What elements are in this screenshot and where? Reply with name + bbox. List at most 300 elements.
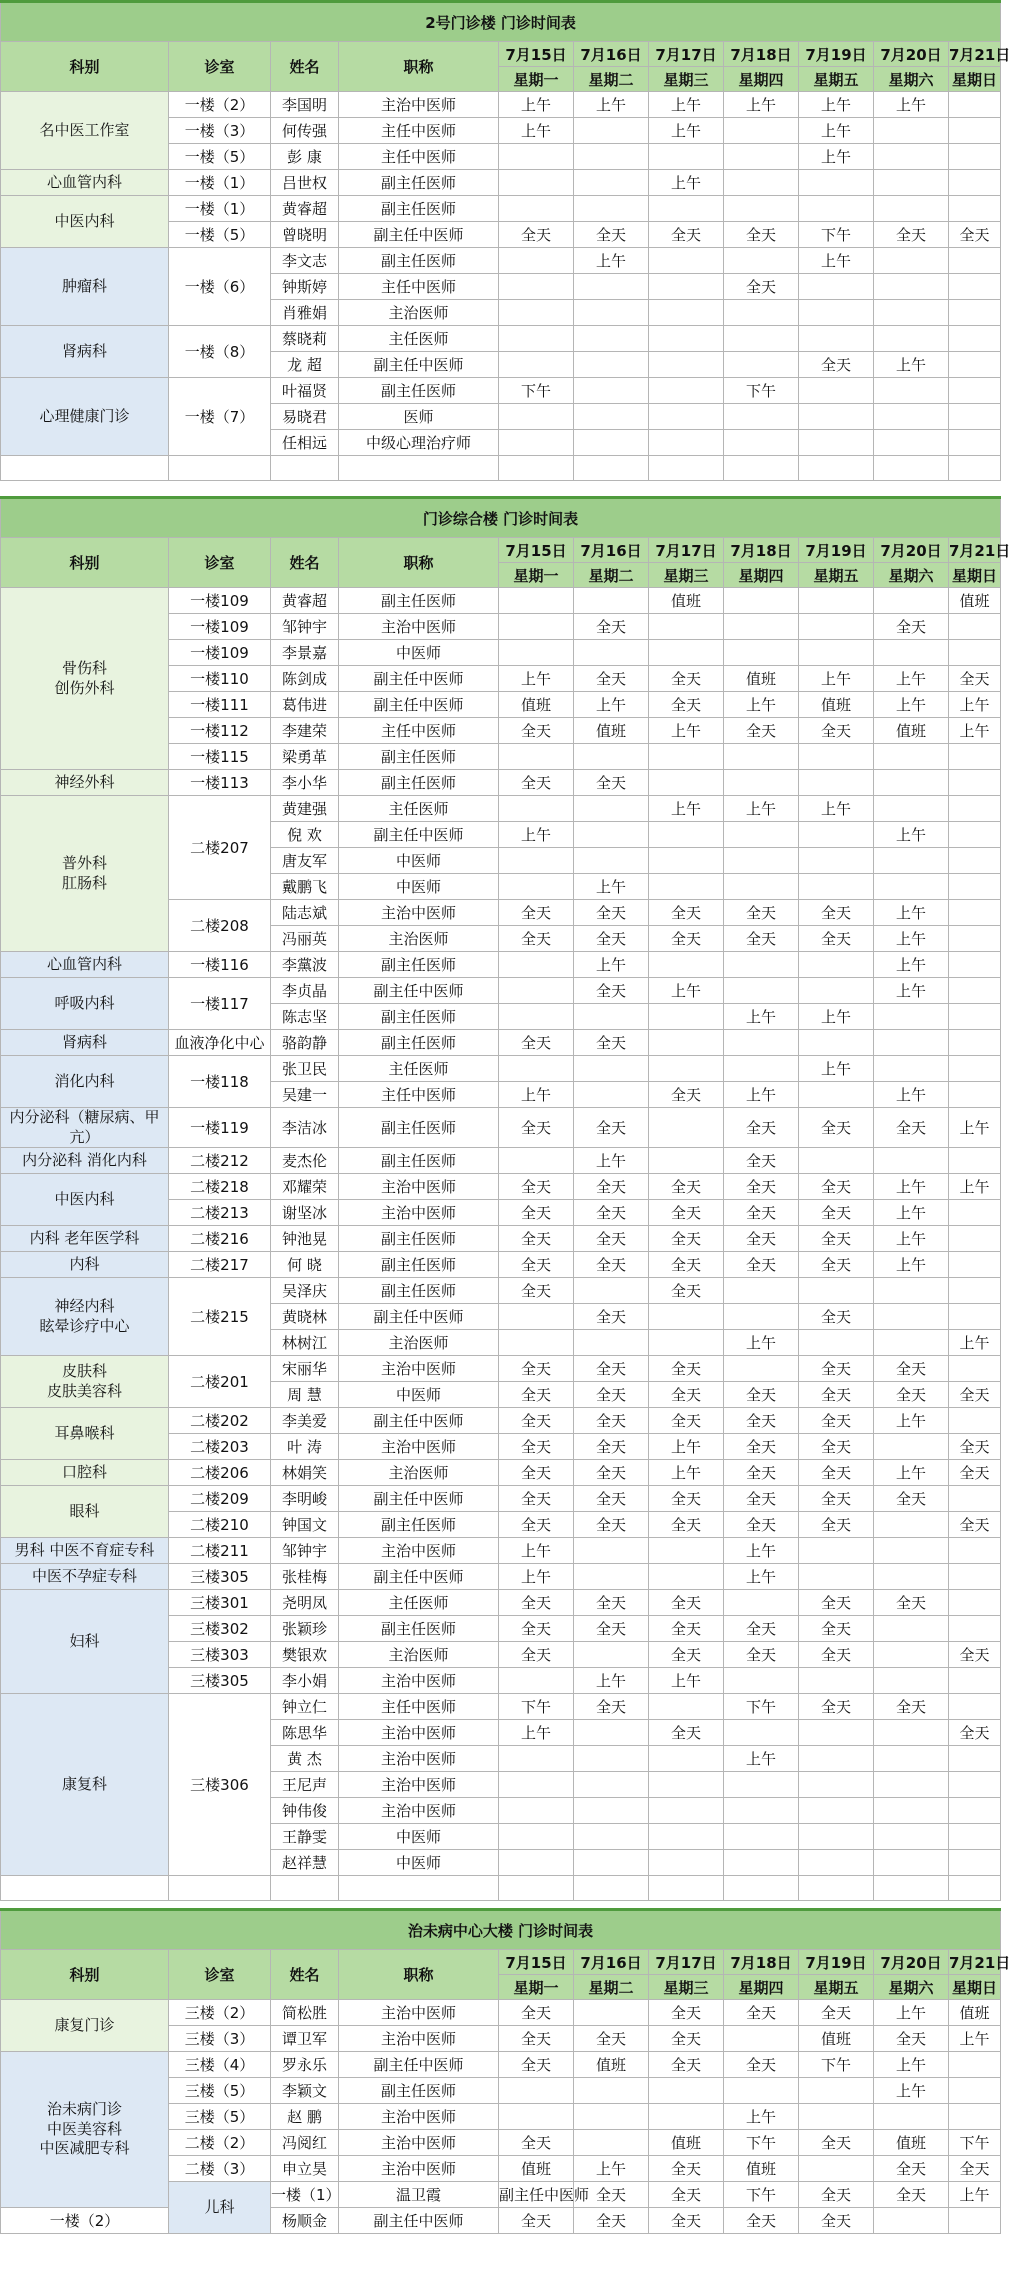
doctor-name-cell: 钟斯婷 xyxy=(271,274,339,300)
schedule-cell xyxy=(649,1564,724,1590)
schedule-cell xyxy=(649,1148,724,1174)
schedule-cell xyxy=(649,2104,724,2130)
schedule-cell: 全天 xyxy=(649,222,724,248)
room-cell: 二楼206 xyxy=(169,1460,271,1486)
schedule-cell: 全天 xyxy=(499,2208,574,2234)
schedule-cell: 全天 xyxy=(574,1030,649,1056)
schedule-cell: 全天 xyxy=(499,1382,574,1408)
department-cell: 心血管内科 xyxy=(46,172,122,191)
schedule-cell: 全天 xyxy=(649,2026,724,2052)
doctor-title-cell: 主治医师 xyxy=(339,1330,499,1356)
room-cell: 一楼109 xyxy=(169,640,271,666)
schedule-cell xyxy=(724,614,799,640)
doctor-title-cell: 主任医师 xyxy=(339,796,499,822)
schedule-cell: 全天 xyxy=(499,1278,574,1304)
room-cell: 一楼（5） xyxy=(169,222,271,248)
schedule-cell xyxy=(949,404,1001,430)
schedule-cell xyxy=(874,744,949,770)
schedule-cell xyxy=(499,170,574,196)
room-cell: 三楼（3） xyxy=(169,2026,271,2052)
schedule-cell: 全天 xyxy=(649,1720,724,1746)
schedule-cell: 全天 xyxy=(724,900,799,926)
schedule-cell: 上午 xyxy=(949,1174,1001,1200)
schedule-cell xyxy=(949,118,1001,144)
schedule-cell xyxy=(724,1590,799,1616)
schedule-cell: 上午 xyxy=(649,1434,724,1460)
doctor-name-cell: 陆志斌 xyxy=(271,900,339,926)
schedule-cell: 全天 xyxy=(724,1486,799,1512)
schedule-cell: 全天 xyxy=(499,1590,574,1616)
doctor-name-cell: 简松胜 xyxy=(271,2000,339,2026)
date-header: 7月19日 xyxy=(799,42,874,67)
date-header: 7月20日 xyxy=(874,1950,949,1975)
department-cell: 消化内科 xyxy=(54,1071,115,1090)
schedule-cell: 全天 xyxy=(724,1200,799,1226)
schedule-cell xyxy=(724,952,799,978)
schedule-cell: 全天 xyxy=(649,2156,724,2182)
schedule-cell: 上午 xyxy=(574,692,649,718)
schedule-cell: 全天 xyxy=(799,1460,874,1486)
doctor-name-cell: 黄睿超 xyxy=(271,196,339,222)
schedule-cell xyxy=(949,744,1001,770)
schedule-cell xyxy=(949,2052,1001,2078)
schedule-cell xyxy=(949,1082,1001,1108)
doctor-name-cell: 邓耀荣 xyxy=(271,1174,339,1200)
schedule-cell xyxy=(574,1278,649,1304)
department-cell: 中医内科 xyxy=(54,211,115,230)
doctor-name-cell: 钟池晃 xyxy=(271,1226,339,1252)
schedule-cell: 全天 xyxy=(499,926,574,952)
table-row xyxy=(1,952,1001,978)
schedule-cell: 上午 xyxy=(874,692,949,718)
column-header-name: 姓名 xyxy=(271,1950,339,2000)
schedule-cell: 上午 xyxy=(724,1564,799,1590)
schedule-cell xyxy=(874,640,949,666)
spacer-cell xyxy=(724,456,799,481)
schedule-cell: 全天 xyxy=(799,352,874,378)
schedule-cell xyxy=(649,144,724,170)
date-header: 7月21日 xyxy=(949,538,1001,563)
table-row xyxy=(1,326,1001,352)
schedule-cell: 全天 xyxy=(649,2052,724,2078)
schedule-cell xyxy=(949,196,1001,222)
table-row xyxy=(1,1278,1001,1304)
department-block xyxy=(1,796,169,952)
room-cell: 三楼305 xyxy=(169,1668,271,1694)
schedule-cell xyxy=(874,1824,949,1850)
date-header: 7月21日 xyxy=(949,1950,1001,1975)
schedule-cell: 值班 xyxy=(874,718,949,744)
schedule-cell xyxy=(874,2104,949,2130)
schedule-cell xyxy=(724,2026,799,2052)
schedule-cell: 上午 xyxy=(724,1538,799,1564)
schedule-cell: 全天 xyxy=(574,614,649,640)
schedule-cell: 全天 xyxy=(499,1174,574,1200)
schedule-cell: 上午 xyxy=(874,1082,949,1108)
schedule-cell xyxy=(574,1082,649,1108)
department-block xyxy=(169,2182,271,2234)
department-cell: 康复门诊 xyxy=(54,2015,115,2034)
room-cell: 三楼（4） xyxy=(169,2052,271,2078)
schedule-cell xyxy=(949,1408,1001,1434)
schedule-cell xyxy=(649,1108,724,1148)
schedule-cell xyxy=(649,848,724,874)
schedule-cell: 全天 xyxy=(949,1512,1001,1538)
schedule-cell xyxy=(874,404,949,430)
schedule-cell: 全天 xyxy=(799,718,874,744)
schedule-cell: 上午 xyxy=(499,92,574,118)
schedule-cell xyxy=(949,770,1001,796)
schedule-cell xyxy=(799,1082,874,1108)
doctor-name-cell: 林娟笑 xyxy=(271,1460,339,1486)
schedule-cell xyxy=(949,1824,1001,1850)
doctor-title-cell: 主治中医师 xyxy=(339,2000,499,2026)
doctor-title-cell: 主任中医师 xyxy=(339,274,499,300)
schedule-cell: 上午 xyxy=(724,1746,799,1772)
schedule-cell: 上午 xyxy=(724,796,799,822)
doctor-name-cell: 麦杰伦 xyxy=(271,1148,339,1174)
schedule-cell: 上午 xyxy=(874,2078,949,2104)
doctor-title-cell: 中医师 xyxy=(339,1850,499,1876)
weekday-header: 星期一 xyxy=(499,67,574,92)
table-row xyxy=(1,1226,1001,1252)
doctor-title-cell: 主任中医师 xyxy=(339,718,499,744)
schedule-cell: 全天 xyxy=(649,926,724,952)
schedule-cell: 上午 xyxy=(574,874,649,900)
doctor-name-cell: 黄 杰 xyxy=(271,1746,339,1772)
schedule-cell xyxy=(649,378,724,404)
doctor-title-cell: 副主任医师 xyxy=(339,588,499,614)
schedule-cell xyxy=(799,430,874,456)
schedule-cell: 上午 xyxy=(649,1668,724,1694)
schedule-cell xyxy=(724,300,799,326)
department-cell: 普外科 肛肠科 xyxy=(61,854,107,892)
schedule-cell xyxy=(499,1798,574,1824)
spacer-cell xyxy=(799,456,874,481)
doctor-name-cell: 李黨波 xyxy=(271,952,339,978)
schedule-cell xyxy=(874,796,949,822)
schedule-cell: 上午 xyxy=(649,978,724,1004)
schedule-cell xyxy=(949,1486,1001,1512)
schedule-cell xyxy=(874,1616,949,1642)
schedule-cell xyxy=(499,1668,574,1694)
doctor-title-cell: 副主任医师 xyxy=(339,1148,499,1174)
doctor-name-cell: 钟伟俊 xyxy=(271,1798,339,1824)
schedule-cell: 全天 xyxy=(499,1356,574,1382)
schedule-cell xyxy=(499,848,574,874)
room-cell: 三楼（5） xyxy=(169,2104,271,2130)
schedule-cell xyxy=(724,978,799,1004)
department-cell: 内分泌科 消化内科 xyxy=(22,1150,147,1169)
department-block xyxy=(1,588,169,770)
schedule-cell xyxy=(874,1434,949,1460)
doctor-title-cell: 中级心理治疗师 xyxy=(339,430,499,456)
schedule-cell xyxy=(499,796,574,822)
weekday-header: 星期五 xyxy=(799,67,874,92)
column-header-room: 诊室 xyxy=(169,42,271,92)
schedule-cell xyxy=(949,326,1001,352)
schedule-cell: 全天 xyxy=(649,1590,724,1616)
doctor-name-cell: 邹钟宇 xyxy=(271,1538,339,1564)
schedule-cell xyxy=(649,300,724,326)
schedule-cell: 全天 xyxy=(799,1174,874,1200)
doctor-name-cell: 黄晓林 xyxy=(271,1304,339,1330)
room-cell: 二楼208 xyxy=(169,900,271,952)
schedule-cell xyxy=(574,1772,649,1798)
room-cell: 一楼（5） xyxy=(169,144,271,170)
doctor-title-cell: 副主任中医师 xyxy=(339,822,499,848)
doctor-title-cell: 主治中医师 xyxy=(339,1668,499,1694)
doctor-name-cell: 申立昊 xyxy=(271,2156,339,2182)
schedule-cell xyxy=(874,588,949,614)
doctor-name-cell: 肖雅娟 xyxy=(271,300,339,326)
room-cell: 一楼112 xyxy=(169,718,271,744)
spacer-cell xyxy=(169,1876,271,1901)
schedule-cell xyxy=(874,1304,949,1330)
spacer-cell xyxy=(724,1876,799,1901)
schedule-cell xyxy=(949,1278,1001,1304)
schedule-cell xyxy=(724,326,799,352)
schedule-cell xyxy=(949,144,1001,170)
table-row xyxy=(1,1590,1001,1616)
doctor-name-cell: 罗永乐 xyxy=(271,2052,339,2078)
schedule-cell xyxy=(574,1538,649,1564)
schedule-cell xyxy=(574,2104,649,2130)
schedule-cell xyxy=(949,2104,1001,2130)
department-cell: 肾病科 xyxy=(61,341,107,360)
schedule-cell: 全天 xyxy=(499,1200,574,1226)
table-row xyxy=(1,1252,1001,1278)
schedule-cell xyxy=(724,2078,799,2104)
schedule-cell: 下午 xyxy=(499,1694,574,1720)
schedule-cell: 全天 xyxy=(874,614,949,640)
department-block xyxy=(1,2000,169,2052)
schedule-cell: 上午 xyxy=(649,796,724,822)
schedule-cell xyxy=(799,404,874,430)
doctor-name-cell: 李洁冰 xyxy=(271,1108,339,1148)
schedule-cell: 全天 xyxy=(574,1512,649,1538)
schedule-cell: 全天 xyxy=(574,1108,649,1148)
schedule-cell xyxy=(799,588,874,614)
doctor-title-cell: 主治中医师 xyxy=(339,1200,499,1226)
schedule-cell xyxy=(724,1278,799,1304)
schedule-cell xyxy=(574,352,649,378)
schedule-cell xyxy=(499,744,574,770)
schedule-cell: 全天 xyxy=(574,1694,649,1720)
schedule-cell xyxy=(724,1798,799,1824)
department-cell: 口腔科 xyxy=(61,1462,107,1481)
room-cell: 一楼115 xyxy=(169,744,271,770)
schedule-cell xyxy=(724,640,799,666)
doctor-name-cell: 吴建一 xyxy=(271,1082,339,1108)
table-row xyxy=(1,378,1001,404)
schedule-cell xyxy=(799,326,874,352)
schedule-cell xyxy=(574,1056,649,1082)
schedule-cell: 上午 xyxy=(799,1056,874,1082)
schedule-cell xyxy=(724,848,799,874)
schedule-cell xyxy=(949,1356,1001,1382)
department-block xyxy=(1,1030,169,1056)
doctor-title-cell: 中医师 xyxy=(339,848,499,874)
schedule-cell xyxy=(799,2156,874,2182)
schedule-cell: 值班 xyxy=(649,588,724,614)
table-row xyxy=(1,1564,1001,1590)
schedule-cell: 上午 xyxy=(874,926,949,952)
doctor-title-cell: 主治中医师 xyxy=(339,2130,499,2156)
schedule-cell xyxy=(949,2078,1001,2104)
doctor-title-cell: 副主任医师 xyxy=(339,1108,499,1148)
schedule-cell: 全天 xyxy=(949,2156,1001,2182)
schedule-cell xyxy=(949,796,1001,822)
schedule-cell xyxy=(724,874,799,900)
spacer-cell xyxy=(271,1876,339,1901)
schedule-cell: 全天 xyxy=(649,2000,724,2026)
schedule-cell xyxy=(949,848,1001,874)
schedule-cell xyxy=(799,170,874,196)
room-cell: 二楼218 xyxy=(169,1174,271,1200)
weekday-header: 星期一 xyxy=(499,563,574,588)
doctor-name-cell: 钟国文 xyxy=(271,1512,339,1538)
schedule-cell: 全天 xyxy=(499,1486,574,1512)
doctor-title-cell: 副主任医师 xyxy=(339,1030,499,1056)
room-cell: 一楼117 xyxy=(169,978,271,1030)
schedule-cell xyxy=(574,326,649,352)
doctor-name-cell: 任相远 xyxy=(271,430,339,456)
doctor-name-cell: 杨顺金 xyxy=(271,2208,339,2234)
date-header: 7月15日 xyxy=(499,1950,574,1975)
date-header: 7月17日 xyxy=(649,538,724,563)
room-cell: 一楼110 xyxy=(169,666,271,692)
doctor-title-cell: 主治中医师 xyxy=(339,1174,499,1200)
schedule-cell xyxy=(724,1720,799,1746)
department-block xyxy=(1,1278,169,1356)
schedule-cell xyxy=(724,1304,799,1330)
schedule-cell xyxy=(649,744,724,770)
schedule-cell: 上午 xyxy=(874,1174,949,1200)
schedule-cell xyxy=(949,1798,1001,1824)
schedule-cell xyxy=(799,822,874,848)
doctor-name-cell: 倪 欢 xyxy=(271,822,339,848)
doctor-name-cell: 龙 超 xyxy=(271,352,339,378)
department-cell: 心理健康门诊 xyxy=(39,406,130,425)
department-block xyxy=(1,92,169,170)
department-cell: 心血管内科 xyxy=(46,954,122,973)
schedule-cell: 全天 xyxy=(724,2000,799,2026)
schedule-cell xyxy=(799,770,874,796)
room-cell: 二楼（3） xyxy=(169,2156,271,2182)
schedule-cell xyxy=(724,1668,799,1694)
schedule-cell xyxy=(574,2000,649,2026)
schedule-cell xyxy=(649,640,724,666)
doctor-name-cell: 李贞晶 xyxy=(271,978,339,1004)
department-block xyxy=(1,2052,169,2208)
department-block xyxy=(1,1356,169,1408)
schedule-cell xyxy=(574,796,649,822)
schedule-cell xyxy=(874,326,949,352)
schedule-cell xyxy=(949,1252,1001,1278)
schedule-cell xyxy=(949,248,1001,274)
doctor-name-cell: 叶福贤 xyxy=(271,378,339,404)
department-cell: 内科 xyxy=(69,1254,100,1273)
schedule-cell: 全天 xyxy=(499,1434,574,1460)
schedule-cell xyxy=(649,1824,724,1850)
schedule-cell: 全天 xyxy=(874,1486,949,1512)
schedule-cell: 上午 xyxy=(649,170,724,196)
schedule-cell xyxy=(499,248,574,274)
schedule-cell: 全天 xyxy=(499,1642,574,1668)
schedule-cell: 下午 xyxy=(799,2052,874,2078)
doctor-title-cell: 副主任中医师 xyxy=(339,1486,499,1512)
schedule-cell: 全天 xyxy=(724,2052,799,2078)
doctor-title-cell: 中医师 xyxy=(339,1382,499,1408)
schedule-cell: 值班 xyxy=(799,2026,874,2052)
schedule-cell: 全天 xyxy=(574,666,649,692)
doctor-title-cell: 副主任医师 xyxy=(339,952,499,978)
doctor-title-cell: 副主任中医师 xyxy=(339,1304,499,1330)
spacer-cell xyxy=(1,1876,169,1901)
schedule-cell: 全天 xyxy=(649,1486,724,1512)
schedule-cell: 上午 xyxy=(799,118,874,144)
schedule-cell xyxy=(724,770,799,796)
schedule-cell: 全天 xyxy=(574,222,649,248)
schedule-cell: 全天 xyxy=(499,718,574,744)
schedule-cell xyxy=(499,1746,574,1772)
doctor-name-cell: 张颖珍 xyxy=(271,1616,339,1642)
schedule-cell: 全天 xyxy=(574,1408,649,1434)
weekday-header: 星期日 xyxy=(949,563,1001,588)
schedule-cell xyxy=(574,144,649,170)
schedule-cell xyxy=(949,900,1001,926)
room-cell: 二楼213 xyxy=(169,1200,271,1226)
doctor-title-cell: 副主任医师 xyxy=(339,1226,499,1252)
schedule-cell: 上午 xyxy=(499,1564,574,1590)
doctor-title-cell: 副主任医师 xyxy=(339,248,499,274)
table-row xyxy=(1,1408,1001,1434)
room-cell: 二楼210 xyxy=(169,1512,271,1538)
schedule-cell: 全天 xyxy=(499,1408,574,1434)
column-header-room: 诊室 xyxy=(169,1950,271,2000)
spacer-cell xyxy=(339,456,499,481)
schedule-cell: 上午 xyxy=(574,1148,649,1174)
date-header: 7月19日 xyxy=(799,1950,874,1975)
room-cell: 一楼111 xyxy=(169,692,271,718)
doctor-title-cell: 副主任医师 xyxy=(339,378,499,404)
schedule-cell: 全天 xyxy=(649,1408,724,1434)
room-cell: 一楼（3） xyxy=(169,118,271,144)
schedule-cell: 全天 xyxy=(574,1200,649,1226)
date-header: 7月17日 xyxy=(649,42,724,67)
schedule-cell xyxy=(649,1694,724,1720)
doctor-name-cell: 温卫霞 xyxy=(339,2182,499,2208)
schedule-cell xyxy=(499,614,574,640)
schedule-cell: 上午 xyxy=(649,718,724,744)
doctor-name-cell: 戴鹏飞 xyxy=(271,874,339,900)
schedule-table xyxy=(0,1908,1010,2234)
doctor-name-cell: 王尼声 xyxy=(271,1772,339,1798)
doctor-title-cell: 主治中医师 xyxy=(339,1538,499,1564)
schedule-cell: 全天 xyxy=(799,2130,874,2156)
doctor-title-cell: 主治医师 xyxy=(339,1460,499,1486)
schedule-cell: 上午 xyxy=(874,1408,949,1434)
spacer-cell xyxy=(574,1876,649,1901)
schedule-cell: 全天 xyxy=(799,926,874,952)
schedule-cell: 全天 xyxy=(799,1642,874,1668)
schedule-cell xyxy=(649,1798,724,1824)
spacer-cell xyxy=(874,456,949,481)
schedule-cell: 全天 xyxy=(649,1356,724,1382)
schedule-cell: 全天 xyxy=(799,1382,874,1408)
table-row xyxy=(1,1174,1001,1200)
